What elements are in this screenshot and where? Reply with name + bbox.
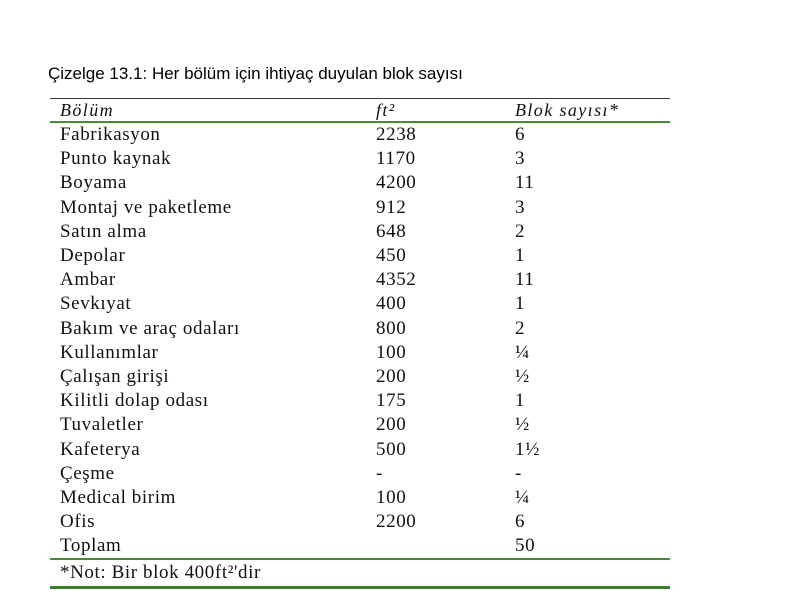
block-count-cell: 3 (515, 196, 526, 218)
department-cell: Kilitli dolap odası (60, 390, 209, 412)
area-cell: 1170 (376, 148, 416, 170)
area-cell: 2200 (376, 511, 417, 533)
table-row (42, 220, 670, 244)
area-cell: 200 (376, 365, 407, 387)
block-count-cell: ½ (515, 414, 530, 436)
table-row (42, 292, 670, 316)
table-bottom-rule (50, 586, 670, 589)
header-department: Bölüm (60, 99, 114, 120)
area-cell: 648 (376, 220, 407, 242)
department-cell: Ofis (60, 511, 96, 533)
department-cell: Montaj ve paketleme (60, 196, 232, 218)
table-body (42, 123, 670, 558)
block-count-cell: 1½ (515, 438, 540, 460)
table-row (42, 196, 670, 220)
block-count-cell: 6 (515, 124, 526, 146)
table-row (42, 244, 670, 268)
header-row (42, 99, 670, 121)
area-cell: 100 (376, 341, 407, 363)
area-cell: - (376, 462, 383, 484)
block-count-cell: 2 (515, 220, 526, 242)
block-count-cell: 1 (515, 390, 526, 412)
department-cell: Tuvaletler (60, 414, 144, 436)
department-cell: Sevkıyat (60, 293, 132, 315)
area-cell: 175 (376, 390, 407, 412)
requirements-table (42, 98, 670, 589)
header-block-count: Blok sayısı* (515, 99, 620, 120)
block-count-cell: ¼ (515, 341, 530, 363)
area-cell: 400 (376, 293, 407, 315)
table-row (42, 147, 670, 171)
block-count-cell: 11 (515, 269, 535, 291)
department-cell: Toplam (60, 535, 122, 557)
table-row (42, 534, 670, 558)
department-cell: Kafeterya (60, 438, 141, 460)
area-cell: 800 (376, 317, 407, 339)
area-cell: 2238 (376, 124, 417, 146)
block-count-cell: 2 (515, 317, 526, 339)
area-cell: 4200 (376, 172, 417, 194)
department-cell: Çalışan girişi (60, 365, 170, 387)
block-count-cell: 1 (515, 293, 526, 315)
department-cell: Boyama (60, 172, 127, 194)
department-cell: Medical birim (60, 486, 176, 508)
table-row (42, 365, 670, 389)
table-row (42, 268, 670, 292)
table-row (42, 413, 670, 437)
table-row (42, 171, 670, 195)
block-count-cell: ¼ (515, 486, 530, 508)
table-row (42, 317, 670, 341)
area-cell: 912 (376, 196, 407, 218)
block-count-cell: 1 (515, 245, 526, 267)
department-cell: Satın alma (60, 220, 147, 242)
table-row (42, 389, 670, 413)
table-caption: Çizelge 13.1: Her bölüm için ihtiyaç duyulan blok sayısı (48, 64, 463, 83)
table-row (42, 510, 670, 534)
department-cell: Çeşme (60, 462, 115, 484)
department-cell: Punto kaynak (60, 148, 172, 170)
area-cell: 4352 (376, 269, 417, 291)
table-row (42, 437, 670, 461)
table-row (42, 123, 670, 147)
block-count-cell: - (515, 462, 522, 484)
department-cell: Kullanımlar (60, 341, 159, 363)
area-cell (376, 534, 515, 558)
footnote-row (42, 560, 670, 586)
table-row (42, 341, 670, 365)
area-cell: 500 (376, 438, 407, 460)
footnote: *Not: Bir blok 400ft²'dir (60, 562, 261, 584)
area-cell: 100 (376, 486, 407, 508)
block-count-cell: 50 (515, 535, 536, 557)
block-count-cell: 11 (515, 172, 535, 194)
header-area: ft² (376, 99, 396, 120)
department-cell: Fabrikasyon (60, 124, 161, 146)
table-row (42, 486, 670, 510)
block-count-cell: 3 (515, 148, 526, 170)
department-cell: Ambar (60, 269, 116, 291)
department-cell: Depolar (60, 245, 126, 267)
area-cell: 200 (376, 414, 407, 436)
block-count-cell: 6 (515, 511, 526, 533)
table-row (42, 462, 670, 486)
block-count-cell: ½ (515, 365, 530, 387)
department-cell: Bakım ve araç odaları (60, 317, 240, 339)
area-cell: 450 (376, 245, 407, 267)
